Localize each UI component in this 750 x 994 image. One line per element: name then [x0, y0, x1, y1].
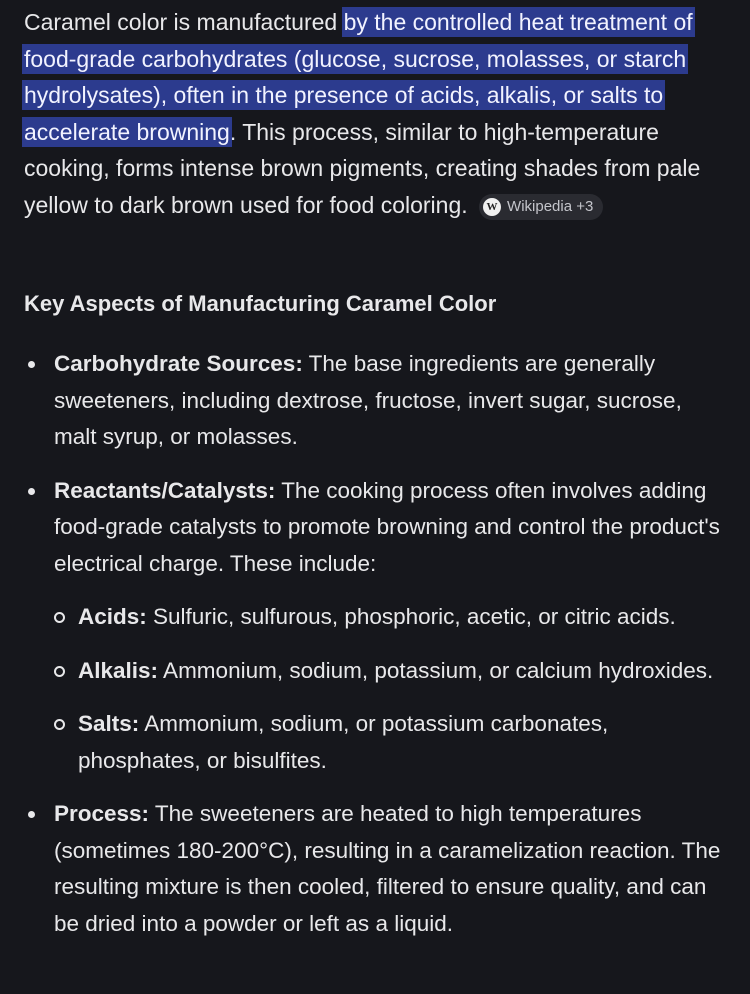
sub-term: Acids:	[78, 604, 147, 629]
section-heading: Key Aspects of Manufacturing Caramel Color	[24, 291, 497, 316]
aspect-term: Process:	[54, 801, 150, 826]
intro-rest-text: . This process, similar to high-temperature cooking, forms intense brown pigments, creating shades from pale yellow to dark brown used for food coloring.	[24, 118, 701, 218]
hollow-bullet-icon	[54, 666, 65, 677]
list-item	[24, 346, 728, 456]
catalysts-sublist	[54, 599, 728, 779]
aspect-term: Carbohydrate Sources:	[54, 351, 303, 376]
aspect-text: The cooking process often involves adding food-grade catalysts to promote browning and control the product's electrical charge. These include:	[54, 477, 720, 576]
selected-text-highlight[interactable]: by the controlled heat treatment of food-grade carbohydrates (glucose, sucrose, molasses, or starch hydrolysates), often in the presence of acids, alkalis, or salts to accelerate browning	[24, 9, 693, 145]
hollow-bullet-icon	[54, 612, 65, 623]
bullet-icon	[28, 488, 35, 495]
intro-paragraph	[24, 4, 728, 223]
sub-list-item	[54, 706, 728, 779]
answer-content	[24, 4, 728, 936]
list-item	[24, 473, 728, 780]
hollow-bullet-icon	[54, 719, 65, 730]
source-chip-wikipedia[interactable]	[479, 194, 603, 220]
aspect-term: Reactants/Catalysts:	[54, 477, 276, 503]
sub-term: Salts:	[78, 711, 140, 736]
bullet-icon	[28, 811, 35, 818]
sub-list-item	[54, 653, 728, 690]
intro-lead-text: Caramel color is manufactured	[24, 9, 344, 35]
wikipedia-icon: W	[483, 198, 501, 216]
sub-list-item	[54, 599, 728, 636]
aspect-text: The sweeteners are heated to high temperatures (sometimes 180-200°C), resulting in a caramelization reaction. The resulting mixture is then cooled, filtered to ensure quality, and can be dried into a powder or left as a liquid.	[54, 801, 721, 936]
sub-text: Ammonium, sodium, or potassium carbonates, phosphates, or bisulfites.	[78, 711, 609, 773]
aspects-list	[24, 346, 728, 942]
sub-text: Sulfuric, sulfurous, phosphoric, acetic, or citric acids.	[146, 604, 676, 629]
aspect-text: The base ingredients are generally sweeteners, including dextrose, fructose, invert sugar, sucrose, malt syrup, or molasses.	[54, 351, 682, 449]
sub-text: Ammonium, sodium, potassium, or calcium hydroxides.	[158, 657, 714, 683]
sub-term: Alkalis:	[78, 657, 159, 683]
list-item	[24, 796, 728, 942]
source-chip-label: Wikipedia +3	[507, 197, 594, 215]
bullet-icon	[28, 361, 35, 368]
